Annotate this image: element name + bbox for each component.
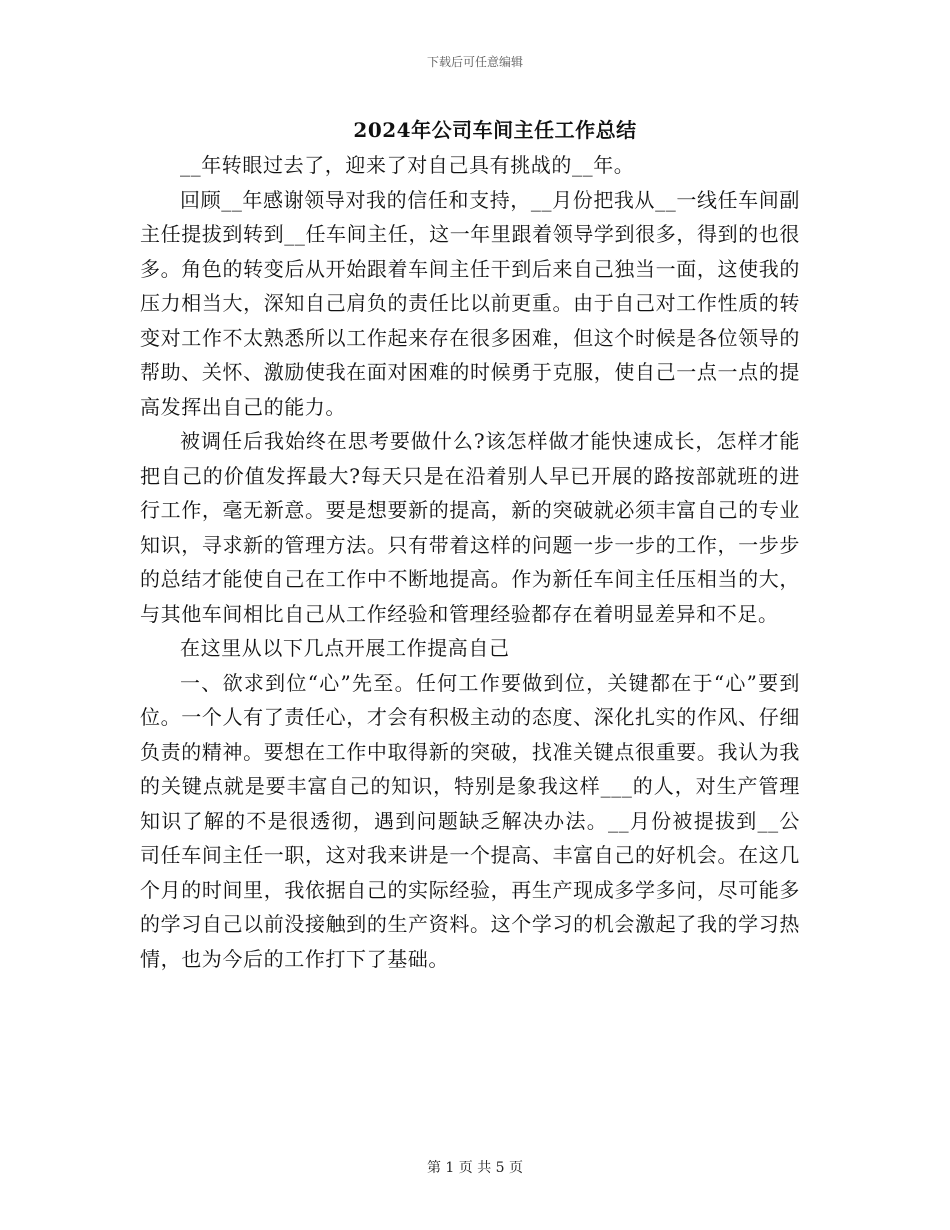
header-note: 下载后可任意编辑 [426, 55, 523, 69]
page-number: 第 1 页 共 5 页 [426, 1160, 524, 1176]
paragraph-point-one: 一、欲求到位“心”先至。任何工作要做到位，关键都在于“心”要到位。一个人有了责任心，才会有积极主动的态度、深化扎实的作风、仔细负责的精神。要想在工作中取得新的突破，找准关键点很重要。我认为我的关键点就是要丰富自己的知识，特别是象我这样___的人，对生产管理知识了解的不是很透彻，遇到问题缺乏解决办法。__月份被提拔到__公司任车间主任一职，这对我来讲是一个提高、丰富自己的好机会。在这几个月的时间里，我依据自己的实际经验，再生产现成多学多问，尽可能多的学习自己以前没接触到的生产资料。这个学习的机会激起了我的学习热情，也为今后的工作打下了基础。 [140, 670, 800, 971]
paragraph-plan-intro: 在这里从以下几点开展工作提高自己 [180, 636, 510, 660]
document-title: 2024年公司车间主任工作总结 [353, 118, 637, 142]
paragraph-review: 回顾__年感谢领导对我的信任和支持，__月份把我从__一线任车间副主任提拔到转到__任车间主任，这一年里跟着领导学到很多，得到的也很多。角色的转变后从开始跟着车间主任干到后来自己独当一面，这使我的压力相当大，深知自己肩负的责任比以前更重。由于自己对工作性质的转变对工作不太熟悉所以工作起来存在很多困难，但这个时候是各位领导的帮助、关怀、激励使我在面对困难的时候勇于克服，使自己一点一点的提高发挥出自己的能力。 [140, 187, 800, 419]
document-body [140, 148, 800, 976]
paragraph-intro: __年转眼过去了，迎来了对自己具有挑战的__年。 [180, 153, 635, 177]
paragraph-reflection: 被调任后我始终在思考要做什么?该怎样做才能快速成长，怎样才能把自己的价值发挥最大?每天只是在沿着别人早已开展的路按部就班的进行工作，毫无新意。要是想要新的提高，新的突破就必须丰富自己的专业知识，寻求新的管理方法。只有带着这样的问题一步一步的工作，一步步的总结才能使自己在工作中不断地提高。作为新任车间主任压相当的大，与其他车间相比自己从工作经验和管理经验都存在着明显差异和不足。 [140, 429, 800, 626]
